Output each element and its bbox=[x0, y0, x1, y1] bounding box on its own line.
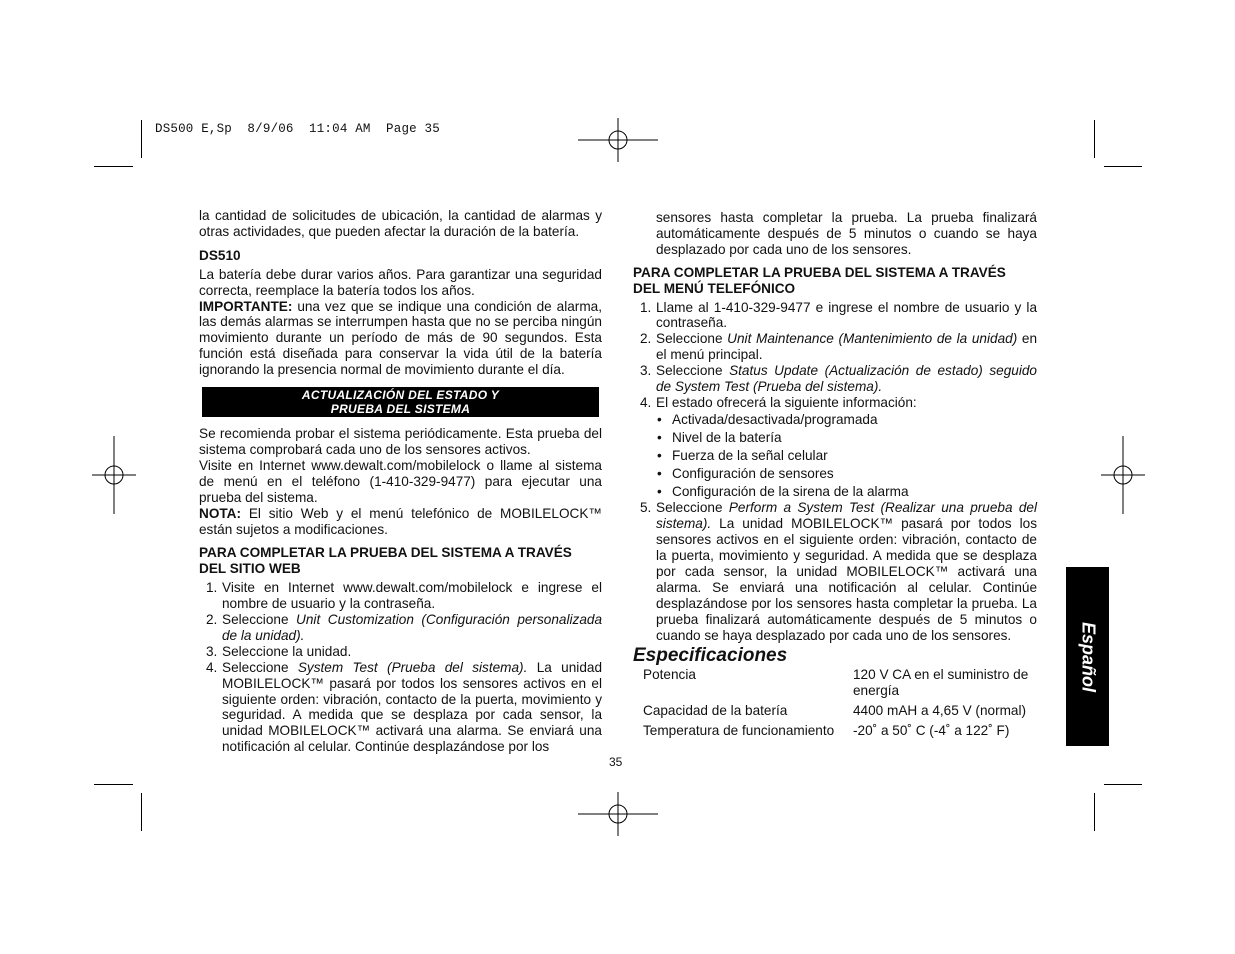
spec-label: Temperatura de funcionamiento bbox=[643, 723, 835, 739]
registration-mark-icon bbox=[92, 436, 136, 514]
phone-steps-list bbox=[633, 300, 1037, 644]
list-item bbox=[633, 500, 1037, 643]
step-number: 1. bbox=[206, 580, 218, 596]
note-paragraph bbox=[199, 506, 602, 538]
specifications-heading: Especificaciones bbox=[633, 644, 788, 666]
list-item bbox=[633, 331, 1037, 363]
crop-mark bbox=[1094, 793, 1095, 831]
crop-mark bbox=[1104, 784, 1142, 785]
language-tab-label: Español bbox=[1078, 621, 1098, 692]
continued-paragraph: sensores hasta completar la prueba. La prueba finalizará automáticamente después de 5 minutos o cuando se haya desplazado por cada uno de los sensores. bbox=[656, 210, 1037, 257]
left-column bbox=[199, 208, 602, 755]
visit-paragraph: Visite en Internet www.dewalt.com/mobilelock o llame al sistema de menú en el teléfono (1-410-329-9477) para ejecutar una prueba del sistema. bbox=[199, 457, 602, 505]
step-emphasis: Status Update (Actualización de estado) seguido de System Test (Prueba del sistema). bbox=[656, 363, 1037, 395]
phone-heading-line: PARA COMPLETAR LA PRUEBA DEL SISTEMA A TRAVÉS bbox=[633, 264, 1006, 280]
list-item bbox=[633, 363, 1037, 395]
list-item bbox=[199, 612, 602, 644]
intro-paragraph: la cantidad de solicitudes de ubicación, la cantidad de alarmas y otras actividades, que pueden afectar la duración de la batería. bbox=[199, 208, 602, 239]
right-column bbox=[633, 210, 1037, 743]
step-number: 2. bbox=[640, 331, 652, 347]
spec-value: 120 V CA en el suministro de energía bbox=[853, 667, 1029, 699]
spec-value: -20˚ a 50˚ C (-4˚ a 122˚ F) bbox=[853, 723, 1010, 739]
important-label: IMPORTANTE: bbox=[199, 298, 293, 314]
table-row bbox=[643, 723, 1033, 743]
step-emphasis: Perform a System Test (Realizar una prueba del sistema). bbox=[656, 500, 1038, 532]
section-heading-line: ACTUALIZACIÓN DEL ESTADO Y bbox=[301, 388, 500, 403]
step-text: Seleccione bbox=[222, 612, 297, 628]
step-number: 2. bbox=[206, 612, 218, 628]
note-label: NOTA: bbox=[199, 505, 242, 521]
list-item bbox=[199, 580, 602, 612]
step-emphasis: Unit Customization (Configuración personalizada de la unidad). bbox=[222, 612, 603, 643]
important-text: una vez que se indique una condición de alarma, las demás alarmas se interrumpen hasta que no se perciba ningún movimiento durante un período de más de 90 segundos. Esta función está diseñada para conservar la vida útil de la batería ignorando la presencia normal de movimiento durante el día. bbox=[199, 298, 602, 378]
step-number: 1. bbox=[640, 299, 652, 315]
registration-mark-icon bbox=[578, 118, 658, 162]
section-heading-line: PRUEBA DEL SISTEMA bbox=[330, 402, 471, 417]
print-slug: DS500 E,Sp 8/9/06 11:04 AM Page 35 bbox=[155, 122, 440, 136]
list-item bbox=[633, 395, 1037, 500]
status-info-list bbox=[656, 411, 1037, 501]
list-item: • Configuración de sensores bbox=[656, 465, 1037, 483]
spec-value: 4400 mAH a 4,65 V (normal) bbox=[853, 703, 1027, 719]
ds510-heading: DS510 bbox=[199, 247, 241, 263]
step-text: en el menú principal. bbox=[656, 331, 1037, 363]
registration-mark-icon bbox=[1101, 436, 1145, 514]
phone-heading-line: DEL MENÚ TELEFÓNICO bbox=[633, 280, 796, 296]
list-item: • Nivel de la batería bbox=[656, 429, 1037, 447]
step-text: El estado ofrecerá la siguiente información: bbox=[656, 394, 917, 410]
crop-mark bbox=[94, 784, 133, 785]
step-number: 4. bbox=[206, 659, 218, 675]
step-text: La unidad MOBILELOCK™ pasará por todos los sensores activos en el siguiente orden: vibración, contacto de la puerta, movimiento y seguridad. A medida que se desplaza por cada sensor, la unidad MOBILELOCK™ activará una alarma. Se enviará una notificación al celular. Continúe desplazándose por los bbox=[222, 659, 602, 755]
table-row bbox=[643, 667, 1033, 703]
list-item: • Activada/desactivada/programada bbox=[656, 411, 1037, 429]
table-row bbox=[643, 703, 1033, 723]
list-item bbox=[199, 660, 602, 755]
system-test-paragraph: Se recomienda probar el sistema periódicamente. Esta prueba del sistema comprobará cada uno de los sensores activos. bbox=[199, 426, 602, 457]
step-text: Seleccione bbox=[222, 659, 298, 675]
language-tab bbox=[1066, 567, 1109, 746]
step-number: 5. bbox=[640, 500, 652, 516]
spec-label: Capacidad de la batería bbox=[643, 703, 788, 719]
crop-mark bbox=[94, 166, 133, 167]
phone-test-heading bbox=[633, 265, 1037, 297]
ds510-paragraph: La batería debe durar varios años. Para garantizar una seguridad correcta, reemplace la batería todos los años. bbox=[199, 266, 602, 298]
web-test-heading: PARA COMPLETAR LA PRUEBA DEL SISTEMA A TRAVÉS DEL SITIO WEB bbox=[199, 545, 572, 577]
step-number: 3. bbox=[206, 643, 218, 659]
list-item: • Fuerza de la señal celular bbox=[656, 447, 1037, 465]
specifications-table bbox=[643, 667, 1033, 743]
crop-mark bbox=[1094, 120, 1095, 158]
registration-mark-icon bbox=[578, 792, 658, 836]
note-text: El sitio Web y el menú telefónico de MOBILELOCK™ están sujetos a modificaciones. bbox=[199, 505, 602, 537]
step-text: Seleccione la unidad. bbox=[222, 643, 352, 659]
step-text: Llame al 1-410-329-9477 e ingrese el nombre de usuario y la contraseña. bbox=[656, 299, 1037, 331]
crop-mark bbox=[141, 120, 142, 158]
step-text: La unidad MOBILELOCK™ pasará por todos los sensores activos en el siguiente orden: vibración, contacto de la puerta, movimiento y seguridad. A medida que se desplaza por cada sensor, la unidad MOBILELOCK™ activará una alarma. Se enviará una notificación al celular. Continúe desplazándose por los sensores hasta completar la prueba. La prueba finalizará automáticamente después de 5 minutos o cuando se haya desplazado por cada uno de los sensores. bbox=[656, 516, 1037, 643]
section-heading-bar bbox=[202, 387, 599, 417]
step-text: Seleccione bbox=[656, 331, 728, 347]
spec-label: Potencia bbox=[643, 667, 696, 683]
step-emphasis: Unit Maintenance (Mantenimiento de la unidad) bbox=[727, 331, 1018, 347]
list-item: • Configuración de la sirena de la alarma bbox=[656, 483, 1037, 501]
step-text: Seleccione bbox=[656, 363, 730, 379]
crop-mark bbox=[1104, 166, 1142, 167]
step-number: 4. bbox=[640, 394, 652, 410]
page-number: 35 bbox=[609, 755, 623, 769]
list-item bbox=[633, 300, 1037, 332]
step-text: Seleccione bbox=[656, 500, 729, 516]
step-text: Visite en Internet www.dewalt.com/mobilelock e ingrese el nombre de usuario y la contraseña. bbox=[222, 580, 602, 612]
step-number: 3. bbox=[640, 363, 652, 379]
crop-mark bbox=[141, 793, 142, 831]
important-paragraph bbox=[199, 299, 602, 379]
list-item bbox=[199, 644, 602, 660]
web-steps-list bbox=[199, 580, 602, 755]
step-emphasis: System Test (Prueba del sistema). bbox=[297, 659, 528, 675]
